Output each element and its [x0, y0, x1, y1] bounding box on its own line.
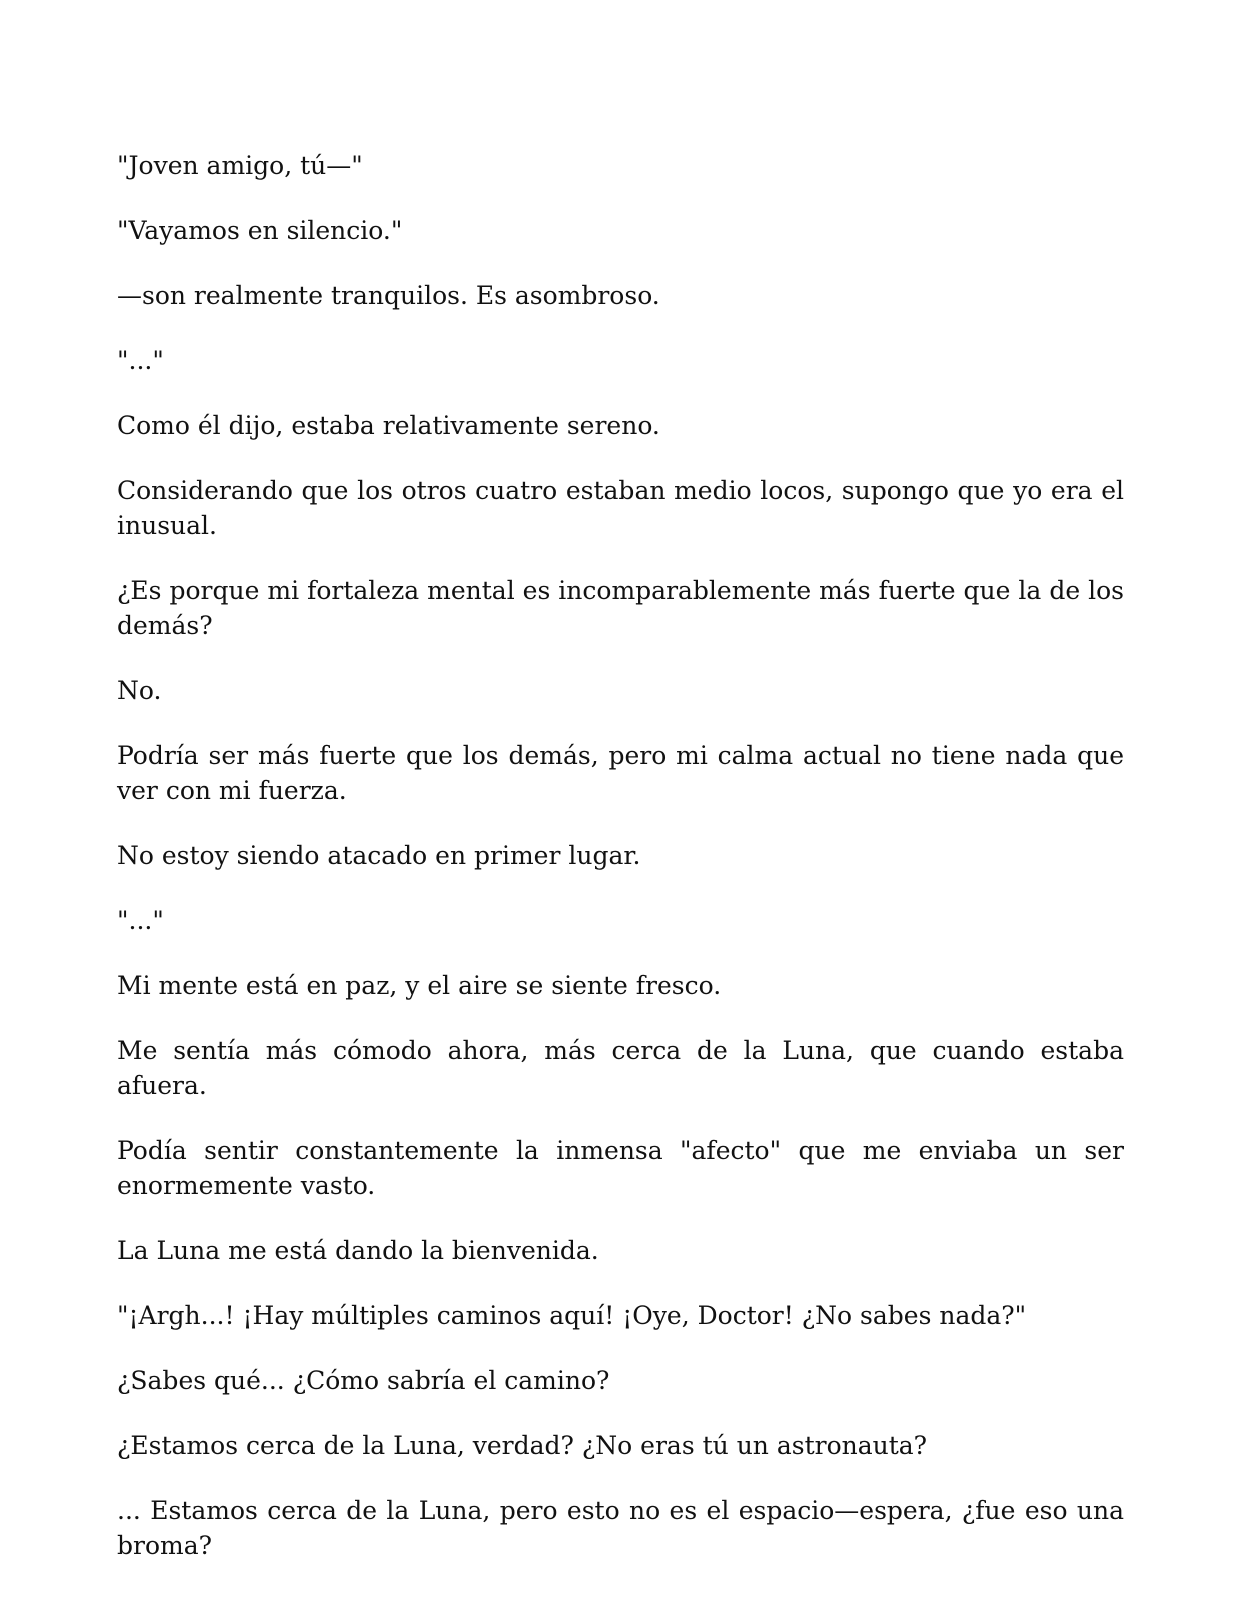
paragraph: "Vayamos en silencio." — [117, 216, 403, 245]
paragraph: "..." — [117, 906, 164, 935]
paragraph: No estoy siendo atacado en primer lugar. — [117, 841, 641, 870]
paragraph: La Luna me está dando la bienvenida. — [117, 1236, 599, 1265]
paragraph: No. — [117, 676, 162, 705]
paragraph: Considerando que los otros cuatro estaban medio locos, supongo que yo era el inusual. — [117, 476, 1124, 540]
paragraph: "Joven amigo, tú—" — [117, 151, 363, 180]
paragraph: Mi mente está en paz, y el aire se siente fresco. — [117, 971, 722, 1000]
paragraph: ... Estamos cerca de la Luna, pero esto no es el espacio—espera, ¿fue eso una broma? — [117, 1496, 1124, 1560]
paragraph: ¿Sabes qué... ¿Cómo sabría el camino? — [117, 1366, 610, 1395]
paragraph: Podría ser más fuerte que los demás, pero mi calma actual no tiene nada que ver con mi fuerza. — [117, 741, 1124, 805]
paragraph: —son realmente tranquilos. Es asombroso. — [117, 281, 660, 310]
paragraph: ¿Estamos cerca de la Luna, verdad? ¿No eras tú un astronauta? — [117, 1431, 928, 1460]
paragraph: ¿Es porque mi fortaleza mental es incomparablemente más fuerte que la de los demás? — [117, 576, 1124, 640]
paragraph: "¡Argh...! ¡Hay múltiples caminos aquí! ¡Oye, Doctor! ¿No sabes nada?" — [117, 1301, 1027, 1330]
text-body — [117, 148, 1124, 1593]
paragraph: Como él dijo, estaba relativamente sereno. — [117, 411, 660, 440]
paragraph: Me sentía más cómodo ahora, más cerca de la Luna, que cuando estaba afuera. — [117, 1036, 1124, 1100]
paragraph: "..." — [117, 346, 164, 375]
paragraph: Podía sentir constantemente la inmensa "afecto" que me enviaba un ser enormemente vasto. — [117, 1136, 1124, 1200]
